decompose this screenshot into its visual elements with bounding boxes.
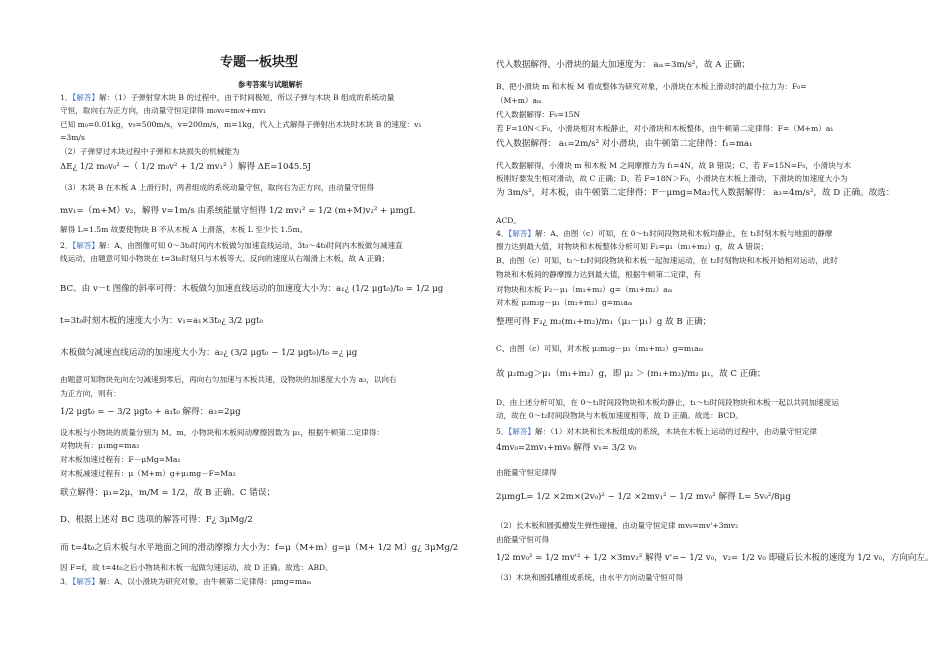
line-text: 对木板加速过程有：F－μMg=Ma₁ (60, 455, 181, 464)
line-text: 由能量守恒可得 (496, 535, 550, 544)
line-text: mv₁=（m+M）v₂，解得 v=1m/s 由系统能量守恒得 1/2 mv₁² = 1/2 (m+M)v₂² + μmgL (60, 206, 415, 216)
text-line (496, 427, 817, 437)
line-text: 守恒，取向右为正方向，由动量守恒定律得 m₀v₀=m₀v+mv₁ (60, 106, 267, 115)
text-line (60, 225, 307, 235)
text-line (496, 242, 768, 252)
text-line (60, 348, 357, 358)
text-line (496, 553, 934, 563)
text-line (60, 455, 181, 465)
line-text: 若 F=10N＜F₀，小滑块相对木板静止，对小滑块和木板整体，由牛顿第二定律得：F=（M+m）a₁ (496, 124, 834, 133)
text-line (496, 270, 701, 280)
line-text: 整理可得 F₂¿ m₂(m₁+m₂)/m₁（μ₂－μ₁）g 故 B 正确； (496, 317, 712, 327)
text-line (60, 389, 121, 399)
line-text: 擦力达到最大值，对物块和木板整体分析可知 F₁=μ₁（m₁+m₂）g，故 A 错误； (496, 242, 769, 251)
answer-tag: 【解答】 (72, 241, 100, 250)
text-line (496, 161, 851, 171)
line-text: 1/2 mv₀² = 1/2 mv'² + 1/2 ×3mv₂² 解得 v'=− 1/2 v₀，v₂= 1/2 v₀ 即碰后长木板的速度为 1/2 v₀，方向向左。 (496, 553, 934, 563)
line-text: 已知 m₀=0.01kg，v₀=500m/s，v=200m/s，m=1kg，代入上式解得子弹射出木块时木块 B 的速度：v₁ (60, 120, 422, 129)
line-text: 对物块有：μ₁mg=ma₃ (60, 441, 140, 450)
question-number: 1． (60, 93, 73, 102)
line-text: 解：A、由图像可知 0～3t₀时间内木板做匀加速直线运动，3t₀～4t₀时间内木板做匀减速直 (99, 241, 403, 250)
line-text: 故 μ₂m₂g＞μ₁（m₁+m₂）g，即 μ₂ ＞ (m₁+m₂)/m₂ μ₁，故 C 正确； (496, 369, 766, 379)
line-text: （M+m）aₘ (496, 96, 542, 105)
line-text: 4mv₀=2mv₁+mv₀ 解得 v₁= 3/2 v₀ (496, 443, 637, 453)
line-text: 为 3m/s²，对木板，由牛顿第二定律得：F－μmg=Ma₂代入数据解得： a₂=4m/s²，故 D 正确。故选： (496, 188, 895, 198)
page-subtitle: 参考答案与试题解析 (238, 80, 303, 89)
line-text: 联立解得：μ₁=2μ，m/M = 1/2，故 B 正确、C 错误； (60, 488, 276, 498)
text-line (496, 82, 807, 92)
text-line (60, 120, 421, 130)
text-line (496, 174, 848, 184)
line-text: 对物块和木板 F₂－μ₁（m₁+m₂）g=（m₁+m₂）aₘ (496, 285, 673, 294)
line-text: 为正方向，则有： (60, 389, 121, 398)
text-line (60, 563, 333, 573)
answer-tag: 【解答】 (508, 427, 536, 436)
text-line (496, 369, 766, 379)
text-line (496, 398, 839, 408)
text-line (496, 229, 832, 239)
line-text: =3m/s (60, 133, 85, 142)
text-line (60, 577, 311, 587)
question-number: 4． (496, 229, 509, 238)
text-line (60, 106, 266, 116)
text-line (60, 183, 374, 193)
line-text: ACD。 (496, 216, 521, 225)
text-line (496, 285, 672, 295)
text-line (60, 488, 275, 498)
text-line (496, 298, 633, 308)
text-line (496, 60, 750, 70)
line-text: C、由图（c）可知，对木板 μ₂m₂g－μ₁（m₁+m₂）g=m₁aₘ (496, 344, 704, 353)
text-line (60, 93, 394, 103)
question-number: 5． (496, 427, 509, 436)
text-line (60, 133, 85, 143)
line-text: 由能量守恒定律得 (496, 468, 557, 477)
text-line (60, 469, 236, 479)
line-text: （3）木块和圆弧槽组成系统，由水平方向动量守恒可得 (496, 573, 684, 582)
text-line (496, 573, 683, 583)
line-text: 解得 L=1.5m 故要使物块 B 不从木板 A 上滑落，木板 L 至少长 1.5m。 (60, 225, 308, 234)
text-line (60, 206, 415, 216)
line-text: 解：A、以小滑块为研究对象，由牛顿第二定律得：μmg=maₘ (99, 577, 312, 586)
line-text: 代入数据解得，小滑块 m 和木板 M 之间摩擦力为 f₁=4N，故 B 错误；C、若 F=15N=F₀，小滑块与木 (496, 161, 851, 170)
line-text: 板刚好要发生相对滑动，故 C 正确；D、若 F=18N＞F₀，小滑块在木板上滑动，下滑块的加速度大小为 (496, 174, 848, 183)
line-text: 线运动，由题意可知小物块在 t=3t₀时刻只与木板等大、反向的速度从右端滑上木板，故 A 正确； (60, 254, 390, 263)
text-line (496, 535, 549, 545)
line-text: 设木板与小物块的质量分别为 M、m，小物块和木板间动摩擦因数为 μ₁，根据牛顿第二定律得： (60, 428, 384, 437)
line-text: BC、由 v－t 图像的斜率可得：木板做匀加速直线运动的加速度大小为：a₁¿ (1/2 μgt₀)/t₀ = 1/2 μg (60, 284, 444, 294)
text-line (60, 316, 263, 326)
page-title: 专题一板块型 (220, 55, 299, 70)
text-line (60, 241, 403, 251)
line-text: D、由上述分析可知，在 0～t₁时间段物块和木板均静止，t₁～t₂时间段物块和木板一起以共同加速度运 (496, 398, 839, 407)
line-text: D、根据上述对 BC 选项的解答可得：F¿ 3μMg/2 (60, 515, 253, 525)
question-number: 2． (60, 241, 73, 250)
question-number: 3． (60, 577, 73, 586)
text-line (496, 139, 753, 149)
answer-tag: 【解答】 (72, 93, 100, 102)
line-text: ΔE¿ 1/2 m₀v₀² −（ 1/2 m₀v² + 1/2 mv₁² ）解得 ΔE=1045.5J (60, 162, 311, 172)
line-text: 由题意可知物块先向左匀减速到零后，再向右匀加速与木板共速，设物块的加速度大小为 a₃，以向右 (60, 375, 397, 384)
text-line (496, 411, 743, 421)
text-line (496, 124, 833, 134)
line-text: 2μmgL= 1/2 ×2m×(2v₀)² − 1/2 ×2mv₁² − 1/2 mv₀² 解得 L= 5v₀²/8μg (496, 492, 791, 502)
text-line (60, 543, 458, 553)
line-text: 代入数据解得，小滑块的最大加速度为： aₘ=3m/s²，故 A 正确； (496, 60, 751, 70)
line-text: 对木板 μ₂m₂g－μ₁（m₁+m₂）g=m₁aₘ (496, 298, 633, 307)
text-line (60, 515, 253, 525)
text-line (60, 375, 397, 385)
text-line (60, 254, 389, 264)
line-text: 解：（1）对木块和长木板组成的系统，木块在木板上运动的过程中，由动量守恒定律 (535, 427, 818, 436)
line-text: 而 t=4t₀之后木板与水平地面之间的滑动摩擦力大小为：f=μ（M+m）g=μ（M+ 1/2 M）g¿ 3μMg/2 (60, 543, 459, 553)
line-text: 因 F=f，故 t=4t₀之后小物块和木板一起做匀速运动，故 D 正确。故选：ABD。 (60, 563, 333, 572)
text-line (60, 147, 240, 157)
line-text: （3）木块 B 在木板 A 上滑行时，两者组成的系统动量守恒，取向右为正方向，由动量守恒得 (60, 183, 375, 192)
line-text: 代入数据解得： a₁=2m/s² 对小滑块，由牛顿第二定律得：f₁=ma₁ (496, 139, 753, 149)
line-text: 解：（1）子弹射穿木块 B 的过程中，由于时间极短，所以子弹与木块 B 组成的系统动量 (99, 93, 395, 102)
text-line (496, 443, 636, 453)
text-line (496, 216, 521, 226)
text-line (60, 441, 139, 451)
line-text: 木板做匀减速直线运动的加速度大小为：a₂¿ (3/2 μgt₀ − 1/2 μgt₀)/t₀ =¿ μg (60, 348, 358, 358)
text-line (60, 428, 384, 438)
answer-tag: 【解答】 (72, 577, 100, 586)
text-line (496, 344, 703, 354)
text-line (60, 407, 241, 417)
line-text: （2）长木板和圆弧槽发生弹性碰撞，由动量守恒定律 mv₀=mv'+3mv₂ (496, 521, 739, 530)
text-line (496, 317, 711, 327)
line-text: 动，故在 0～t₂时间段物块与木板加速度相等，故 D 正确。故选：BCD。 (496, 411, 743, 420)
answer-tag: 【解答】 (508, 229, 536, 238)
text-line (496, 521, 738, 531)
text-line (496, 96, 542, 106)
text-line (496, 110, 580, 120)
text-line (496, 468, 557, 478)
line-text: B、由图（c）可知，t₁～t₂时间段物块和木板一起加速运动，在 t₂时刻物块和木板开始相对运动，此时 (496, 256, 838, 265)
line-text: 对木板减速过程有：μ（M+m）g+μ₁mg－F=Ma₂ (60, 469, 236, 478)
line-text: B、把小滑块 m 和木板 M 看成整体为研究对象，小滑块在木板上滑动时的最小拉力为：F₀= (496, 82, 807, 91)
text-line (60, 162, 311, 172)
text-line (496, 256, 838, 266)
text-line (60, 284, 443, 294)
line-text: 代入数据解得：F₀=15N (496, 110, 581, 119)
text-line (496, 188, 895, 198)
line-text: （2）子弹穿过木块过程中子弹和木块损失的机械能为 (60, 147, 240, 156)
line-text: 物块和木板间的静摩擦力达到最大值，根据牛顿第二定律，有 (496, 270, 702, 279)
text-line (496, 492, 791, 502)
line-text: 1/2 μgt₀ = − 3/2 μgt₀ + a₁t₀ 解得：a₃=2μg (60, 407, 241, 417)
line-text: 解：A、由图（c）可知，在 0～t₁时间段物块和木板均静止，在 t₁时刻木板与地面的静摩 (535, 229, 833, 238)
line-text: t=3t₀时刻木板的速度大小为：v₁=a₁×3t₀¿ 3/2 μgt₀ (60, 316, 264, 326)
